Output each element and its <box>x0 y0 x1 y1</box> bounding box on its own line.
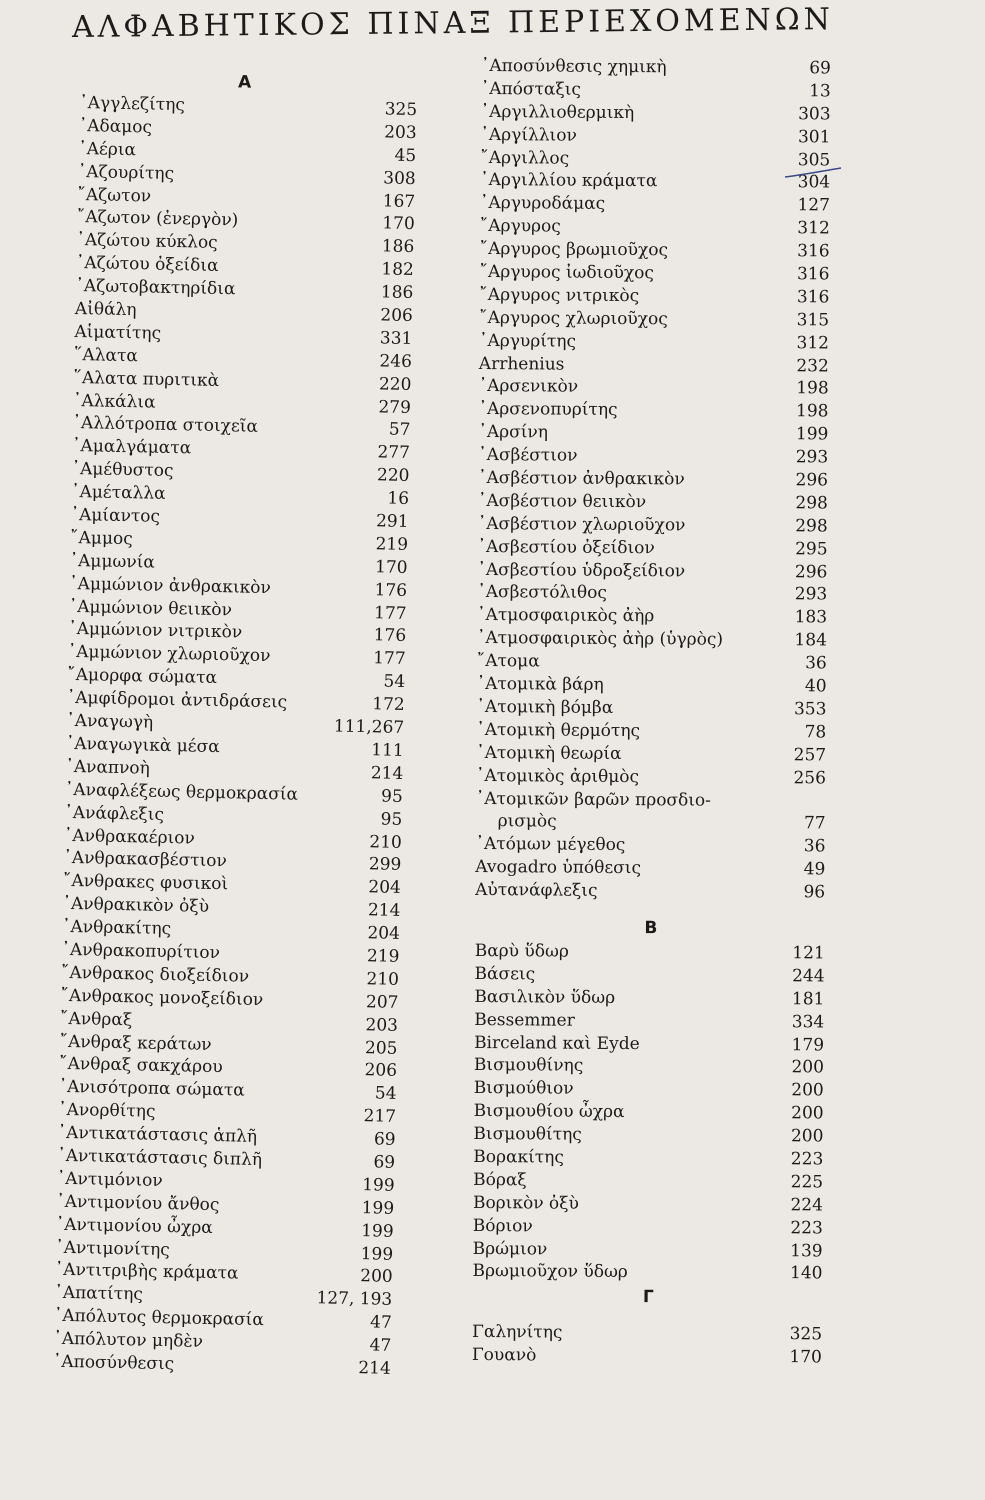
index-term: ᾿Ανορθίτης <box>57 1099 156 1122</box>
index-page-number: 214 <box>370 763 404 784</box>
index-entry <box>479 307 829 332</box>
index-term: ῎Αμμος <box>69 527 133 550</box>
index-term: ᾿Αγγλεζίτης <box>79 92 186 116</box>
index-term: ᾿Αζωτοβακτηρίδια <box>75 276 236 300</box>
index-term: ᾿Αζουρίτης <box>77 161 175 184</box>
index-page-number: 244 <box>792 966 825 987</box>
index-term: ᾿Αντιμονίου ὦχρα <box>55 1214 213 1238</box>
index-term: Βισμουθίου ὦχρα <box>473 1101 625 1123</box>
index-term: ῎Αργυρος νιτρικὸς <box>479 284 640 307</box>
index-page-number: 279 <box>378 396 412 418</box>
index-page-number: 214 <box>358 1358 391 1379</box>
index-page-number: 210 <box>366 969 400 990</box>
index-entry <box>478 467 828 492</box>
index-term: ᾿Ατομικὴ βόμβα <box>476 696 614 718</box>
index-entry <box>479 261 829 286</box>
index-term: ᾿Ασβεστίου ὀξείδιον <box>477 536 655 558</box>
index-term: ᾿Αμίαντος <box>70 504 161 527</box>
index-page-number: 246 <box>379 351 413 372</box>
index-entry <box>477 559 827 584</box>
index-term: ᾿Αργιλλιοθερμικὴ <box>480 101 635 123</box>
index-term: ᾿Ατόμων μέγεθος <box>475 834 626 856</box>
index-page-number: 199 <box>360 1243 394 1265</box>
index-entry <box>474 1077 824 1102</box>
index-term: ᾿Αμμωνία <box>69 550 156 573</box>
index-entry <box>480 215 830 240</box>
index-entry <box>476 742 826 767</box>
index-term: ῎Ανθρακες φυσικοὶ <box>62 871 229 895</box>
index-list-a-right <box>475 55 833 904</box>
index-entry <box>477 627 827 652</box>
index-entry <box>481 78 831 103</box>
index-page-number: 331 <box>379 328 413 349</box>
index-entry <box>478 444 828 469</box>
index-term: ῎Ανθρακος διοξείδιον <box>60 962 250 987</box>
index-term: ᾿Αμέθυστος <box>71 459 174 482</box>
index-term: ᾿Αρσενικὸν <box>478 376 579 398</box>
index-term: Αἰθάλη <box>74 298 137 321</box>
index-term: ᾿Αλλότροπα στοιχεῖα <box>72 413 259 438</box>
index-page-number: 45 <box>394 145 417 166</box>
index-page-number: 205 <box>364 1037 398 1059</box>
index-term: ῞Αλατα <box>73 344 139 367</box>
index-term: ᾿Αέρια <box>78 138 137 160</box>
index-page-number: 57 <box>388 420 411 441</box>
index-term: ῎Αζωτον <box>77 184 152 207</box>
index-term: ᾿Αμμώνιον ἀνθρακικὸν <box>68 573 272 598</box>
index-entry <box>476 765 826 790</box>
index-term: ᾿Αργίλλιον <box>480 124 577 146</box>
index-page-number: 182 <box>381 259 415 281</box>
index-page-number: 16 <box>387 488 410 510</box>
index-term: ᾿Αντικατάστασις διπλῆ <box>56 1145 263 1171</box>
index-page-number: 184 <box>794 630 827 651</box>
index-term: ᾿Ανθρακίτης <box>61 916 172 940</box>
index-page-number: 303 <box>798 103 831 125</box>
index-term: ρισμὸς <box>497 811 557 832</box>
index-page-number: 95 <box>380 786 403 807</box>
index-page-number: 170 <box>789 1347 822 1368</box>
index-page-number: 204 <box>368 877 402 899</box>
index-term: Βορικὸν ὀξὺ <box>472 1192 579 1214</box>
index-page-number: 210 <box>369 831 403 853</box>
index-entry <box>472 1321 822 1346</box>
index-term: Βρώμιον <box>472 1238 548 1260</box>
index-term: Bessemmer <box>474 1009 575 1031</box>
index-term: ᾿Αποσύνθεσις <box>52 1351 175 1375</box>
index-page-number: 312 <box>797 218 830 239</box>
index-term: ῎Αζωτον (ἐνεργὸν) <box>76 207 239 231</box>
index-term: Βισμουθίτης <box>473 1124 582 1145</box>
index-page-number: 199 <box>361 1197 395 1219</box>
index-entry <box>477 536 827 561</box>
index-entry <box>476 810 826 835</box>
index-term: ῎Αργυρος ἰωδιοῦχος <box>479 262 655 284</box>
index-page-number: 305 <box>797 149 831 171</box>
index-term: Γουανὸ <box>471 1345 537 1366</box>
section-letter-b: Β <box>644 918 658 939</box>
index-page-number: 217 <box>363 1106 397 1128</box>
index-term: ᾿Αργυροδάμας <box>479 193 606 215</box>
index-entry <box>475 963 825 988</box>
index-term: ᾿Ασβεστόλιθος <box>477 582 608 604</box>
index-term: ᾿Αμμώνιον χλωριοῦχον <box>67 642 271 667</box>
index-page-number: 206 <box>380 305 414 327</box>
index-term: Γαληνίτης <box>472 1322 563 1343</box>
index-page-number: 291 <box>375 511 409 533</box>
index-page-number: 13 <box>809 81 831 102</box>
index-page-number: 40 <box>804 676 827 697</box>
index-entry <box>479 330 829 355</box>
index-entry <box>477 650 827 675</box>
index-term: ῎Ανθρακος μονοξείδιον <box>60 985 264 1010</box>
index-entry <box>480 147 830 172</box>
index-page-number: 47 <box>369 1312 392 1334</box>
index-column-left <box>53 66 430 1381</box>
section-letter-a: Α <box>237 72 252 93</box>
index-page-number: 36 <box>805 653 827 674</box>
index-page-number: 127 <box>797 195 831 216</box>
index-page-number: 298 <box>795 493 828 514</box>
index-entry <box>473 1123 823 1148</box>
index-term: Βισμουθίνης <box>473 1055 584 1077</box>
index-term: ᾿Ανισότροπα σώματα <box>58 1077 245 1101</box>
index-term: ᾿Ατομικὰ βάρη <box>476 674 604 695</box>
index-entry <box>477 581 827 606</box>
index-page-number: 49 <box>803 859 826 880</box>
index-page-number: 206 <box>364 1060 398 1082</box>
index-term: ᾿Ατομικὴ θεωρία <box>476 742 622 764</box>
index-page-number: 296 <box>795 470 829 491</box>
index-page-number: 54 <box>374 1083 397 1105</box>
index-entry <box>476 696 826 721</box>
index-page-number: 223 <box>790 1217 823 1239</box>
index-page-number: 121 <box>792 943 825 964</box>
index-term: ᾿Αναγωγὴ <box>66 710 154 733</box>
index-term: ᾿Αρσενοπυρίτης <box>478 399 618 421</box>
index-term: ᾿Ανθρακαέριον <box>63 825 196 849</box>
index-page-number: 257 <box>793 744 827 766</box>
index-page-number: 179 <box>791 1034 825 1055</box>
index-term: ᾿Απόσταξις <box>480 78 582 100</box>
index-entry <box>478 398 828 423</box>
index-entry <box>478 421 828 446</box>
index-page-number: 299 <box>368 854 402 876</box>
pen-underline-mark <box>783 166 843 180</box>
index-term: ᾿Ανθρακικὸν ὀξὺ <box>62 893 210 918</box>
index-term: ᾿Ατμοσφαιρικὸς ἀὴρ (ὑγρὸς) <box>476 628 724 650</box>
index-term: ᾿Αλκάλια <box>72 390 156 413</box>
index-entry <box>474 1009 824 1034</box>
index-term: ᾿Αργιλλίου κράματα <box>480 170 658 192</box>
index-page-number: 69 <box>373 1129 396 1150</box>
index-page-number: 199 <box>361 1175 395 1196</box>
index-list-b <box>472 940 826 1286</box>
index-entry <box>479 375 829 400</box>
section-letter-g: Γ <box>642 1287 654 1308</box>
index-term: ᾿Ανάφλεξις <box>64 802 165 825</box>
index-term: ῎Ανθραξ <box>59 1008 133 1030</box>
index-page-number: 223 <box>790 1149 824 1170</box>
index-term: Αὐτανάφλεξις <box>475 880 598 901</box>
index-entry <box>476 787 826 812</box>
index-term: ῎Ατομα <box>476 651 540 672</box>
index-term: ῎Ανθραξ κεράτων <box>59 1031 212 1055</box>
index-entry <box>479 353 829 378</box>
index-term: ῎Ανθραξ σακχάρου <box>58 1054 223 1078</box>
index-page-number: 224 <box>790 1194 824 1216</box>
index-page-number: 296 <box>794 561 828 583</box>
index-term: ᾿Αμαλγάματα <box>71 436 192 459</box>
index-term: ῎Αργυρος χλωριοῦχος <box>479 307 668 330</box>
index-page-number: 219 <box>375 534 409 555</box>
index-term: ῎Αργιλλος <box>480 147 570 169</box>
index-page-number: 353 <box>793 699 827 720</box>
index-page-number: 140 <box>789 1263 823 1284</box>
index-page-number: 186 <box>381 236 415 258</box>
index-term: Arrhenius <box>478 353 565 375</box>
index-page-number: 181 <box>791 988 825 1010</box>
index-page-number: 170 <box>374 557 408 578</box>
index-entry <box>480 169 830 194</box>
index-term: ᾿Ανθρακασβέστιον <box>63 848 228 872</box>
index-page-number: 277 <box>377 442 411 464</box>
index-entry <box>480 124 830 149</box>
index-entry <box>473 1169 823 1194</box>
index-term: ᾿Ασβεστίου ὑδροξείδιον <box>477 559 686 582</box>
index-page-number: 176 <box>374 579 408 601</box>
index-column-right <box>472 55 833 1370</box>
index-page-number: 177 <box>372 648 406 670</box>
index-page-number: 203 <box>365 1014 399 1036</box>
index-page-number: 220 <box>376 465 410 487</box>
index-page-number: 176 <box>373 625 407 647</box>
index-page-number: 293 <box>795 447 829 468</box>
index-page-number: 295 <box>795 538 828 560</box>
page-title: ΑΛΦΑΒΗΤΙΚΟΣ ΠΙΝΑΞ ΠΕΡΙΕΧΟΜΕΝΩΝ <box>71 2 835 45</box>
index-page-number: 177 <box>373 602 407 624</box>
index-page-number: 315 <box>796 310 830 331</box>
index-entry <box>477 673 827 698</box>
index-page-number: 167 <box>382 190 416 212</box>
index-page-number: 232 <box>796 355 829 377</box>
index-entry <box>475 856 825 881</box>
index-term: Avogadro ὑπόθεσις <box>475 857 642 879</box>
index-page-number: 200 <box>791 1057 825 1078</box>
index-entry <box>472 1344 822 1369</box>
index-term: Βασιλικὸν ὕδωρ <box>474 986 616 1008</box>
index-term: ᾿Αντιμονίου ἄνθος <box>56 1191 220 1215</box>
index-page-number: 298 <box>795 516 828 537</box>
index-list-g <box>472 1321 824 1369</box>
index-page-number: 200 <box>360 1266 393 1288</box>
index-term: Βορακίτης <box>473 1146 564 1168</box>
index-term: Αἱματίτης <box>74 321 162 344</box>
index-page-number: 36 <box>803 836 826 857</box>
index-entry <box>478 490 828 515</box>
index-page-number: 308 <box>383 168 416 189</box>
index-entry <box>475 879 825 904</box>
index-entry <box>473 1215 823 1240</box>
index-page-number: 200 <box>791 1080 824 1101</box>
index-page-number: 200 <box>791 1103 824 1124</box>
index-entry <box>475 940 825 965</box>
index-entry <box>475 833 825 858</box>
index-page-number: 225 <box>790 1172 824 1193</box>
index-term: ᾿Αποσύνθεσις χημικὴ <box>480 55 667 78</box>
index-page-number: 183 <box>794 607 828 628</box>
index-page-number: 111 <box>371 740 404 761</box>
index-entry <box>474 1031 824 1056</box>
index-page-number: 95 <box>380 809 403 830</box>
index-page-number: 204 <box>367 923 401 944</box>
index-term: ᾿Ατμοσφαιρικὸς ἀὴρ <box>477 605 655 627</box>
index-term: Βρωμιοῦχον ὕδωρ <box>472 1261 628 1283</box>
index-term: ᾿Αντιτριβὴς κράματα <box>54 1260 239 1285</box>
index-term: ᾿Απόλυτον μηδὲν <box>53 1328 204 1352</box>
index-term: ᾿Αναπνοὴ <box>65 756 151 779</box>
index-entry <box>481 55 831 80</box>
index-term: Βαρὺ ὕδωρ <box>474 940 569 962</box>
index-page-number: 170 <box>382 213 415 235</box>
index-term: ᾿Αζώτου κύκλος <box>76 230 218 254</box>
index-page-number: 54 <box>383 671 406 693</box>
index-page-number: 325 <box>789 1324 823 1345</box>
index-page-number: 316 <box>796 287 830 308</box>
index-term: ᾿Αμμώνιον θειικὸν <box>68 596 233 620</box>
index-page-number: 139 <box>790 1240 823 1261</box>
index-term: ᾿Ασβέστιον χλωριοῦχον <box>477 513 686 536</box>
index-page-number: 127, 193 <box>316 1288 393 1311</box>
index-term: ᾿Αναγωγικὰ μέσα <box>65 733 220 758</box>
index-entry <box>473 1238 823 1263</box>
index-page-number: 312 <box>796 332 830 354</box>
index-term: ῎Αργυρος βρωμιοῦχος <box>479 239 669 261</box>
index-page-number: 69 <box>809 58 831 79</box>
index-page-number: 198 <box>795 401 829 422</box>
index-page-number: 77 <box>803 813 826 834</box>
index-term: ᾿Ανθρακοπυρίτιον <box>61 939 221 964</box>
index-entry <box>474 986 824 1011</box>
index-entry <box>476 719 826 744</box>
index-term: ῎Αμορφα σώματα <box>67 665 218 689</box>
index-term: Βάσεις <box>474 963 536 985</box>
index-entry <box>480 238 830 263</box>
index-page-number: 220 <box>378 374 412 395</box>
index-page-number: 325 <box>384 99 418 121</box>
index-entry <box>472 1260 822 1285</box>
index-term: Birceland καὶ Eyde <box>474 1032 640 1054</box>
index-page-number: 172 <box>372 694 405 716</box>
index-term: ᾿Αργυρίτης <box>478 330 577 352</box>
index-term: ῎Αργυρος <box>479 216 561 237</box>
index-term: ᾿Αναφλέξεως θερμοκρασία <box>64 779 299 805</box>
index-page-number: 304 <box>797 172 831 193</box>
index-page-number: 186 <box>380 282 414 304</box>
index-page-number: 219 <box>366 946 400 967</box>
index-term: ᾿Ασβέστιον <box>478 445 578 466</box>
index-term: ᾿Αμμώνιον νιτρικὸν <box>67 619 243 644</box>
index-term: ᾿Αρσίνη <box>478 422 548 443</box>
index-page-number: 316 <box>796 264 830 285</box>
index-entry <box>473 1192 823 1217</box>
index-term: ᾿Απόλυτος θερμοκρασία <box>53 1305 265 1331</box>
index-term: Βισμούθιον <box>473 1078 574 1099</box>
index-entry <box>477 604 827 629</box>
index-term: ᾿Ατομικῶν βαρῶν προσδιο- <box>475 788 712 811</box>
index-entry <box>478 513 828 538</box>
index-page-number: 207 <box>365 991 399 1013</box>
index-term: Βόριον <box>472 1215 533 1237</box>
index-entry <box>481 101 831 126</box>
index-page-number: 214 <box>367 900 401 922</box>
index-list-a-left <box>53 92 430 1381</box>
index-term: ᾿Ατομικὴ θερμότης <box>476 719 641 741</box>
index-term: ῞Αλατα πυριτικὰ <box>73 367 220 391</box>
index-page-number: 316 <box>797 241 830 262</box>
index-term: Βόραξ <box>473 1169 527 1191</box>
index-page-number: 199 <box>361 1220 394 1242</box>
index-page-number: 111,267 <box>333 716 405 738</box>
index-page-number: 96 <box>803 882 826 903</box>
index-term: ᾿Ασβέστιον θειικὸν <box>477 490 647 513</box>
index-entry <box>473 1146 823 1171</box>
index-entry <box>474 1054 824 1079</box>
index-term: ᾿Αμέταλλα <box>70 482 166 505</box>
index-page-number: 334 <box>791 1011 825 1033</box>
index-term: ᾿Ατομικὸς ἀριθμὸς <box>475 765 640 787</box>
index-term: ᾿Αζώτου ὀξείδια <box>75 253 219 277</box>
index-page-number: 256 <box>793 767 827 789</box>
index-page-number: 301 <box>797 126 831 148</box>
index-entry <box>479 284 829 309</box>
index-entry <box>474 1100 824 1125</box>
index-term: ᾿Αδαμος <box>78 115 153 138</box>
index-term: ᾿Ασβέστιον ἀνθρακικὸν <box>477 468 685 490</box>
index-page-number: 47 <box>369 1335 392 1356</box>
index-term: ᾿Αντιμόνιον <box>56 1168 163 1191</box>
index-page-number: 69 <box>373 1152 396 1173</box>
index-page-number: 199 <box>795 424 829 445</box>
index-page-number: 200 <box>790 1126 824 1147</box>
index-page-number: 293 <box>794 584 828 605</box>
index-entry <box>480 192 830 217</box>
index-term: ᾿Αντικατάστασις ἁπλῆ <box>57 1122 258 1148</box>
index-page-number: 198 <box>796 378 829 399</box>
index-page-number: 203 <box>384 122 417 143</box>
index-term: ᾿Απατίτης <box>54 1283 144 1305</box>
index-page-number: 78 <box>804 722 827 743</box>
index-term: ᾿Αμφίδρομοι ἀντιδράσεις <box>66 688 288 713</box>
index-term: ᾿Αντιμονίτης <box>55 1237 171 1260</box>
